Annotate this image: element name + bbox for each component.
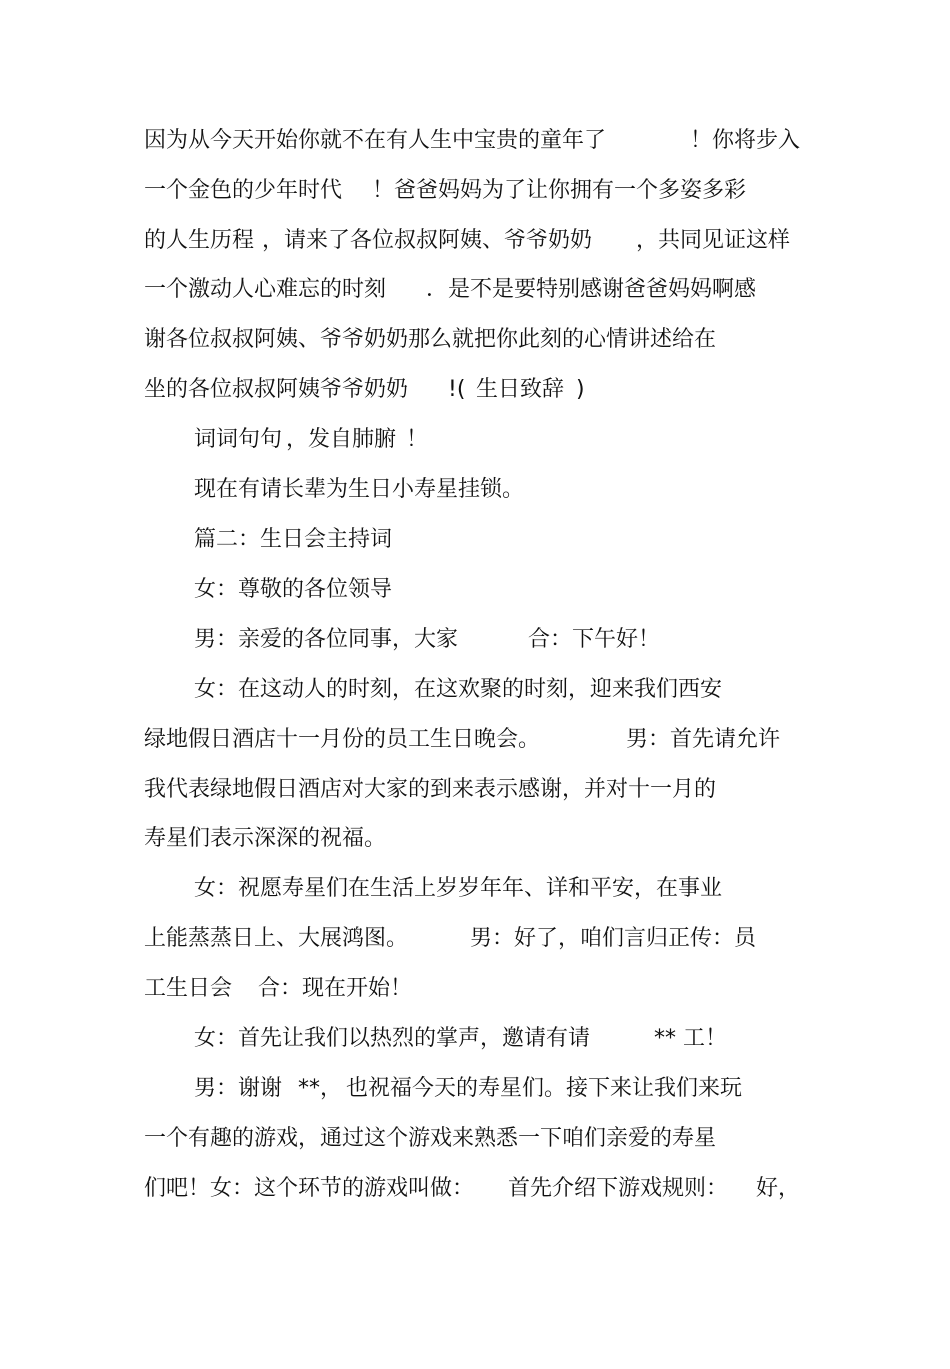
text-segment: 女：尊敬的各位领导 — [194, 577, 393, 602]
text-segment: 一个金色的少年时代 — [144, 178, 343, 203]
text-line — [0, 869, 950, 909]
text-segment: ．是不是要特别感谢爸爸妈妈啊感 — [426, 277, 757, 302]
text-line — [0, 1119, 950, 1159]
text-line — [0, 720, 950, 760]
text-segment: 们吧！女：这个环节的游戏叫做： — [144, 1176, 475, 1201]
text-segment: ！ — [406, 427, 429, 452]
text-segment: 一个有趣的游戏，通过这个游戏来熟悉一下咱们亲爱的寿星 — [144, 1126, 717, 1151]
text-line — [0, 620, 950, 660]
text-segment: 女：祝愿寿星们在生活上岁岁年年、详和平安，在事业 — [194, 876, 723, 901]
text-segment: 合：下午好！ — [528, 627, 661, 652]
text-segment: 合：现在开始！ — [258, 976, 413, 1001]
text-segment: 女：在这动人的时刻，在这欢聚的时刻，迎来我们西安 — [194, 677, 723, 702]
text-segment: !( — [448, 377, 466, 402]
text-segment: 寿星们表示深深的祝福。 — [144, 826, 387, 851]
text-segment: 篇二：生日会主持词 — [194, 527, 393, 552]
text-segment: 我代表绿地假日酒店对大家的到来表示感谢，并对十一月的 — [144, 777, 717, 802]
text-line — [0, 171, 950, 211]
text-line — [0, 420, 950, 460]
text-segment: 男：谢谢 — [194, 1076, 283, 1101]
text-segment: ，发自肺腑 — [286, 427, 397, 452]
text-line — [0, 770, 950, 810]
text-line — [0, 670, 950, 710]
text-segment: 男：亲爱的各位同事，大家 — [194, 627, 459, 652]
text-segment: ) — [576, 377, 585, 402]
text-segment: 词词句句 — [194, 427, 283, 452]
text-line — [0, 1069, 950, 1109]
text-segment: **， — [298, 1076, 343, 1101]
text-segment: 好， — [756, 1176, 801, 1201]
text-line — [0, 1169, 950, 1209]
text-line — [0, 969, 950, 1009]
text-segment: 一个激动人心难忘的时刻 — [144, 277, 387, 302]
text-segment: ** 工！ — [654, 1026, 727, 1051]
text-segment: 首先介绍下游戏规则： — [508, 1176, 729, 1201]
text-segment: ！爸爸妈妈为了让你拥有一个多姿多彩 — [372, 178, 747, 203]
text-line — [0, 370, 950, 410]
text-line — [0, 221, 950, 261]
text-segment: 生日致辞 — [476, 377, 565, 402]
text-line — [0, 819, 950, 859]
text-segment: ！你将步入 — [690, 128, 801, 153]
text-segment: 绿地假日酒店十一月份的员工生日晚会。 — [144, 727, 541, 752]
text-segment: 因为从今天开始你就不在有人生中宝贵的童年了 — [144, 128, 607, 153]
text-segment: ，共同见证这样 — [636, 228, 791, 253]
text-line — [0, 270, 950, 310]
text-line — [0, 470, 950, 510]
text-segment: 现在有请长辈为生日小寿星挂锁。 — [194, 477, 525, 502]
text-segment: ，请来了各位叔叔阿姨、爷爷奶奶 — [262, 228, 593, 253]
text-segment: 男：好了，咱们言归正传：员 — [470, 926, 757, 951]
text-segment: 也祝福今天的寿星们。接下来让我们来玩 — [346, 1076, 743, 1101]
text-segment: 男：首先请允许 — [626, 727, 781, 752]
text-line — [0, 121, 950, 161]
text-line — [0, 520, 950, 560]
text-segment: 工生日会 — [144, 976, 233, 1001]
text-segment: 上能蒸蒸日上、大展鸿图。 — [144, 926, 409, 951]
text-line — [0, 320, 950, 360]
text-line — [0, 1019, 950, 1059]
text-segment: 坐的各位叔叔阿姨爷爷奶奶 — [144, 377, 409, 402]
text-line — [0, 570, 950, 610]
text-line — [0, 919, 950, 959]
text-segment: 谢各位叔叔阿姨、爷爷奶奶那么就把你此刻的心情讲述给在 — [144, 327, 717, 352]
text-segment: 的人生历程 — [144, 228, 255, 253]
text-segment: 女：首先让我们以热烈的掌声，邀请有请 — [194, 1026, 591, 1051]
